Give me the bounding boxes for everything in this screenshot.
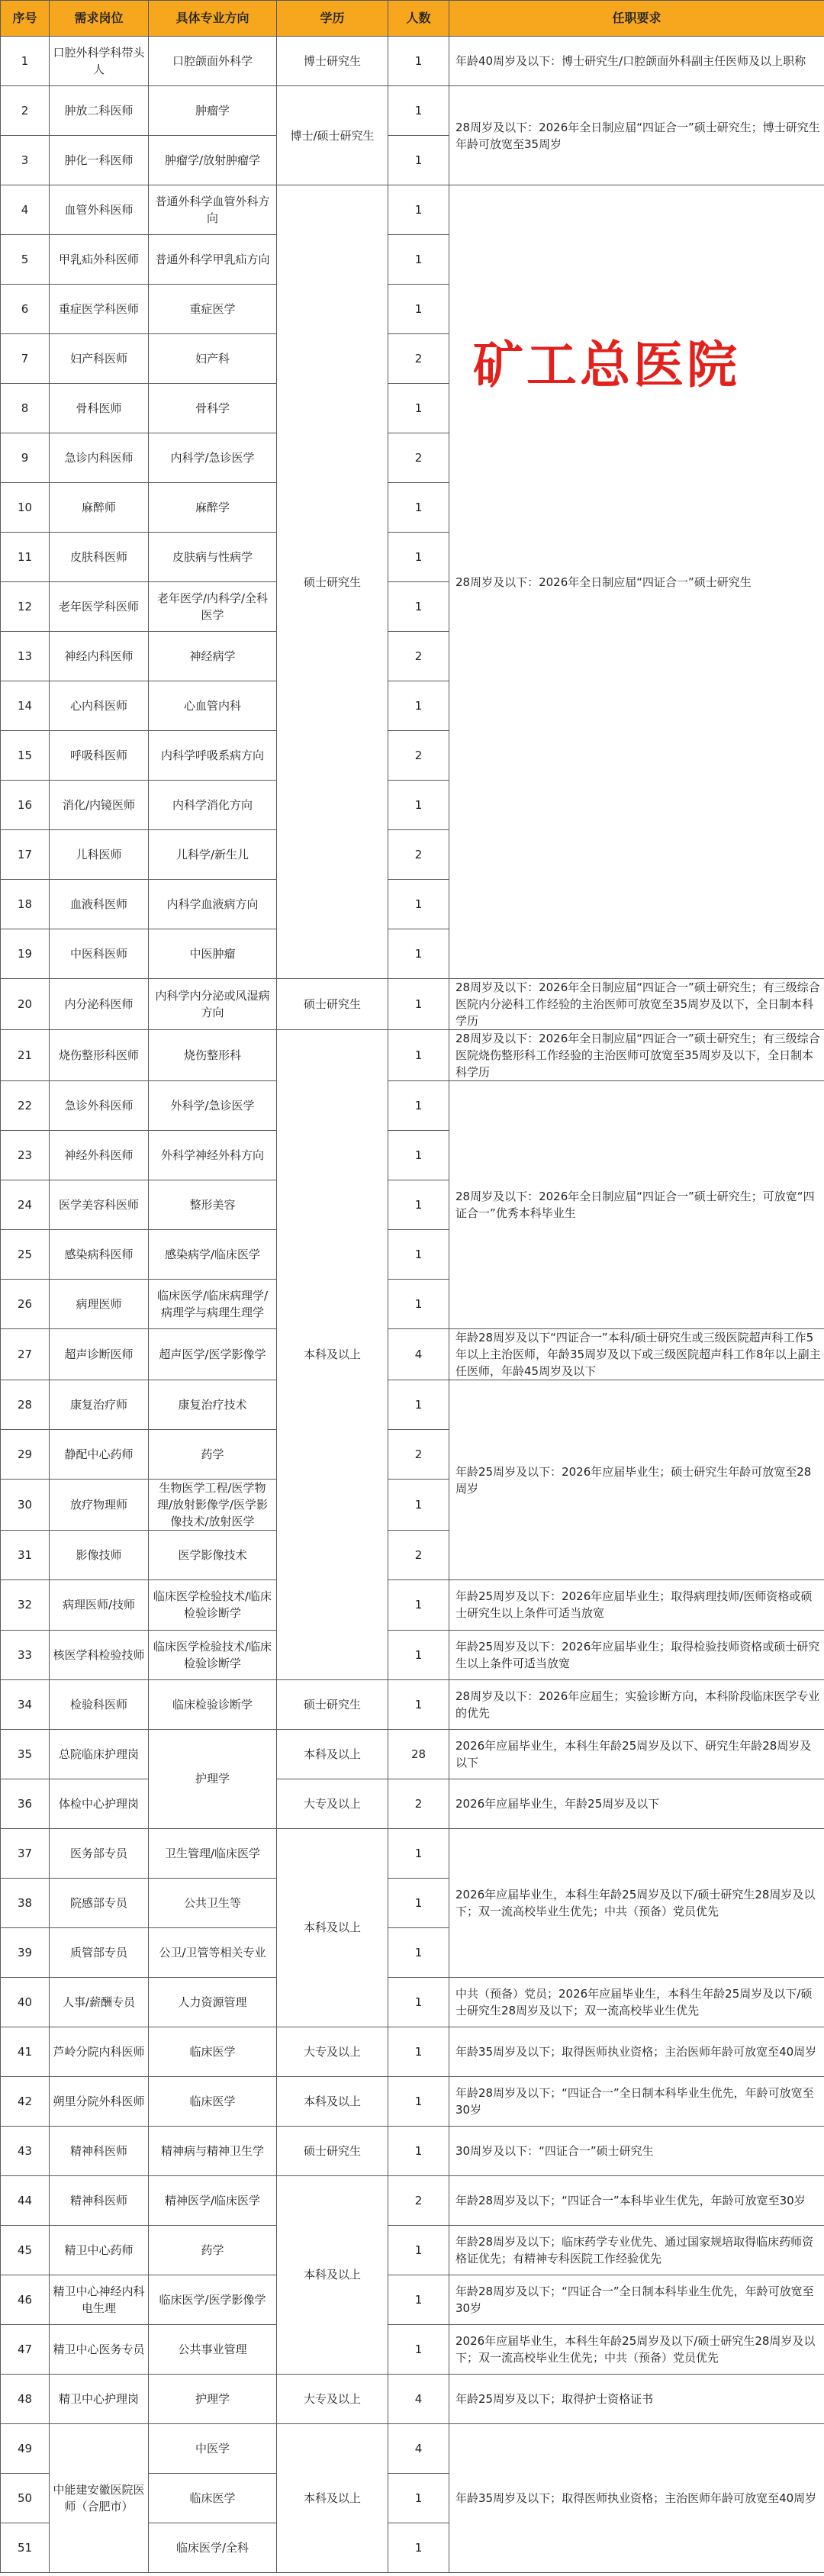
cell-requirements: 30周岁及以下：“四证合一”硕士研究生 xyxy=(449,2126,824,2175)
cell-requirements: 28周岁及以下：2026年应届生；实验诊断方向，本科阶段临床医学专业的优先 xyxy=(449,1679,824,1729)
cell-post: 肿化一科医师 xyxy=(50,136,149,185)
cell-count: 1 xyxy=(388,2076,449,2126)
cell-requirements: 年龄35周岁及以下；取得医师执业资格；主治医师年龄可放宽至40周岁 xyxy=(449,2027,824,2076)
cell-no: 6 xyxy=(1,285,50,334)
cell-count: 1 xyxy=(388,136,449,185)
cell-no: 36 xyxy=(1,1779,50,1828)
cell-major: 骨科学 xyxy=(149,384,277,433)
cell-post: 骨科医师 xyxy=(50,384,149,433)
cell-education: 本科及以上 xyxy=(277,1828,388,2027)
cell-post: 病理医师/技师 xyxy=(50,1580,149,1630)
table-row xyxy=(1,1828,824,1878)
cell-count: 4 xyxy=(388,1329,449,1380)
cell-count: 1 xyxy=(388,2473,449,2523)
cell-major: 临床医学 xyxy=(149,2473,277,2523)
cell-post: 院感部专员 xyxy=(50,1878,149,1927)
cell-post: 医务部专员 xyxy=(50,1828,149,1878)
table-row xyxy=(1,1679,824,1729)
cell-no: 46 xyxy=(1,2275,50,2324)
cell-education: 本科及以上 xyxy=(277,2175,388,2374)
cell-post: 呼吸科医师 xyxy=(50,731,149,781)
cell-no: 42 xyxy=(1,2076,50,2126)
cell-major: 心血管内科 xyxy=(149,681,277,731)
cell-no: 48 xyxy=(1,2374,50,2423)
cell-major: 神经病学 xyxy=(149,632,277,681)
header-major: 具体专业方向 xyxy=(149,1,277,37)
cell-requirements: 年龄40周岁及以下：博士研究生/口腔颌面外科副主任医师及以上职称 xyxy=(449,37,824,86)
cell-post: 精卫中心神经内科电生理 xyxy=(50,2275,149,2324)
table-row xyxy=(1,1729,824,1779)
hospital-name-watermark: 矿工总医院 xyxy=(473,335,740,394)
cell-major: 公共事业管理 xyxy=(149,2324,277,2374)
cell-post: 皮肤科医师 xyxy=(50,533,149,582)
table-row xyxy=(1,2275,824,2324)
cell-no: 3 xyxy=(1,136,50,185)
cell-count: 1 xyxy=(388,37,449,86)
cell-count: 1 xyxy=(388,1927,449,1977)
cell-post: 芦岭分院内科医师 xyxy=(50,2027,149,2076)
cell-count: 1 xyxy=(388,2275,449,2324)
cell-major: 人力资源管理 xyxy=(149,1977,277,2027)
cell-count: 1 xyxy=(388,781,449,830)
cell-count: 1 xyxy=(388,2126,449,2175)
cell-post: 急诊外科医师 xyxy=(50,1081,149,1131)
cell-count: 2 xyxy=(388,1779,449,1828)
cell-post: 精卫中心药师 xyxy=(50,2225,149,2275)
cell-count: 1 xyxy=(388,2523,449,2572)
cell-no: 24 xyxy=(1,1180,50,1230)
table-row xyxy=(1,185,824,235)
cell-post: 口腔外科学科带头人 xyxy=(50,37,149,86)
cell-post: 精神科医师 xyxy=(50,2175,149,2225)
cell-requirements: 年龄25周岁及以下；取得护士资格证书 xyxy=(449,2374,824,2423)
cell-count: 1 xyxy=(388,2027,449,2076)
cell-major: 整形美容 xyxy=(149,1180,277,1230)
cell-count: 4 xyxy=(388,2374,449,2423)
cell-requirements: 年龄35周岁及以下；取得医师执业资格；主治医师年龄可放宽至40周岁 xyxy=(449,2423,824,2572)
cell-requirements: 年龄25周岁及以下：2026年应届毕业生；取得检验技师资格或硕士研究生以上条件可适当放宽 xyxy=(449,1630,824,1679)
cell-education: 本科及以上 xyxy=(277,1729,388,1779)
cell-post: 急诊内科医师 xyxy=(50,433,149,483)
table-row xyxy=(1,86,824,136)
cell-major: 老年医学/内科学/全科医学 xyxy=(149,582,277,632)
cell-major: 麻醉学 xyxy=(149,483,277,533)
cell-major: 烧伤整形科 xyxy=(149,1030,277,1081)
cell-no: 13 xyxy=(1,632,50,681)
cell-education: 大专及以上 xyxy=(277,2374,388,2423)
cell-education: 大专及以上 xyxy=(277,2027,388,2076)
cell-major: 生物医学工程/医学物理/放射影像学/医学影像技术/放射医学 xyxy=(149,1480,277,1531)
cell-no: 5 xyxy=(1,235,50,285)
header-no: 序号 xyxy=(1,1,50,37)
cell-count: 1 xyxy=(388,681,449,731)
cell-requirements: 2026年应届毕业生，本科生年龄25周岁及以下、研究生年龄28周岁及以下 xyxy=(449,1729,824,1779)
table-row xyxy=(1,1779,824,1828)
cell-no: 14 xyxy=(1,681,50,731)
cell-no: 19 xyxy=(1,929,50,979)
cell-requirements: 28周岁及以下：2026年全日制应届“四证合一”硕士研究生；可放宽“四证合一”优秀本科毕业生 xyxy=(449,1081,824,1329)
cell-no: 45 xyxy=(1,2225,50,2275)
table-row xyxy=(1,1977,824,2027)
cell-no: 10 xyxy=(1,483,50,533)
cell-count: 1 xyxy=(388,1131,449,1180)
cell-post: 妇产科医师 xyxy=(50,334,149,384)
cell-education: 大专及以上 xyxy=(277,1779,388,1828)
cell-no: 27 xyxy=(1,1329,50,1380)
cell-count: 1 xyxy=(388,1230,449,1280)
cell-count: 1 xyxy=(388,1977,449,2027)
cell-major: 临床医学 xyxy=(149,2076,277,2126)
cell-requirements: 年龄28周岁及以下“四证合一”本科/硕士研究生或三级医院超声科工作5年以上主治医师，年龄35周岁及以下或三级医院超声科工作8年以上副主任医师，年龄45周岁及以下 xyxy=(449,1329,824,1380)
cell-no: 38 xyxy=(1,1878,50,1927)
cell-count: 1 xyxy=(388,285,449,334)
cell-count: 1 xyxy=(388,1679,449,1729)
header-row xyxy=(1,1,824,37)
cell-no: 44 xyxy=(1,2175,50,2225)
cell-major: 内科学消化方向 xyxy=(149,781,277,830)
cell-post: 总院临床护理岗 xyxy=(50,1729,149,1779)
cell-major: 普通外科学甲乳疝方向 xyxy=(149,235,277,285)
cell-no: 37 xyxy=(1,1828,50,1878)
cell-post: 静配中心药师 xyxy=(50,1430,149,1480)
cell-major: 肿瘤学/放射肿瘤学 xyxy=(149,136,277,185)
cell-post: 精卫中心医务专员 xyxy=(50,2324,149,2374)
cell-post: 感染病科医师 xyxy=(50,1230,149,1280)
cell-no: 1 xyxy=(1,37,50,86)
cell-count: 1 xyxy=(388,929,449,979)
cell-count: 2 xyxy=(388,632,449,681)
cell-count: 4 xyxy=(388,2423,449,2473)
cell-requirements: 28周岁及以下：2026年全日制应届“四证合一”硕士研究生；有三级综合医院烧伤整形科工作经验的主治医师可放宽至35周岁及以下，全日制本科学历 xyxy=(449,1030,824,1081)
cell-count: 1 xyxy=(388,1081,449,1131)
cell-no: 51 xyxy=(1,2523,50,2572)
cell-requirements: 年龄25周岁及以下：2026年应届毕业生；硕士研究生年龄可放宽至28周岁 xyxy=(449,1380,824,1580)
cell-major: 普通外科学血管外科方向 xyxy=(149,185,277,235)
table-row xyxy=(1,37,824,86)
cell-major: 内科学内分泌或风湿病方向 xyxy=(149,979,277,1030)
cell-major: 重症医学 xyxy=(149,285,277,334)
cell-post: 朔里分院外科医师 xyxy=(50,2076,149,2126)
cell-count: 1 xyxy=(388,1030,449,1081)
cell-count: 1 xyxy=(388,235,449,285)
cell-count: 1 xyxy=(388,1280,449,1329)
cell-no: 49 xyxy=(1,2423,50,2473)
cell-post: 体检中心护理岗 xyxy=(50,1779,149,1828)
cell-major: 药学 xyxy=(149,1430,277,1480)
cell-requirements: 年龄28周岁及以下；“四证合一”全日制本科毕业生优先，年龄可放宽至30岁 xyxy=(449,2275,824,2324)
table-row xyxy=(1,2027,824,2076)
cell-post: 消化/内镜医师 xyxy=(50,781,149,830)
cell-no: 43 xyxy=(1,2126,50,2175)
cell-major: 公共卫生等 xyxy=(149,1878,277,1927)
cell-education: 本科及以上 xyxy=(277,2076,388,2126)
cell-post: 病理医师 xyxy=(50,1280,149,1329)
cell-no: 32 xyxy=(1,1580,50,1630)
cell-post: 重症医学科医师 xyxy=(50,285,149,334)
cell-major: 公卫/卫管等相关专业 xyxy=(149,1927,277,1977)
cell-post: 影像技师 xyxy=(50,1531,149,1580)
cell-count: 2 xyxy=(388,334,449,384)
cell-major: 精神医学/临床医学 xyxy=(149,2175,277,2225)
cell-post: 甲乳疝外科医师 xyxy=(50,235,149,285)
cell-requirements: 年龄25周岁及以下：2026年应届毕业生；取得病理技师/医师资格或硕士研究生以上条件可适当放宽 xyxy=(449,1580,824,1630)
cell-no: 9 xyxy=(1,433,50,483)
cell-count: 1 xyxy=(388,1878,449,1927)
cell-no: 7 xyxy=(1,334,50,384)
table-row xyxy=(1,2225,824,2275)
cell-major: 外科学神经外科方向 xyxy=(149,1131,277,1180)
cell-count: 1 xyxy=(388,979,449,1030)
cell-post: 放疗物理师 xyxy=(50,1480,149,1531)
cell-post: 神经内科医师 xyxy=(50,632,149,681)
cell-major: 康复治疗技术 xyxy=(149,1380,277,1430)
cell-major: 精神病与精神卫生学 xyxy=(149,2126,277,2175)
cell-requirements: 2026年应届毕业生，年龄25周岁及以下 xyxy=(449,1779,824,1828)
cell-no: 18 xyxy=(1,880,50,929)
cell-major: 临床检验诊断学 xyxy=(149,1679,277,1729)
cell-no: 12 xyxy=(1,582,50,632)
cell-no: 20 xyxy=(1,979,50,1030)
cell-requirements: 28周岁及以下：2026年全日制应届“四证合一”硕士研究生；博士研究生年龄可放宽至35周岁 xyxy=(449,86,824,185)
cell-no: 28 xyxy=(1,1380,50,1430)
cell-post: 中医科医师 xyxy=(50,929,149,979)
cell-count: 1 xyxy=(388,1630,449,1679)
table-row xyxy=(1,2374,824,2423)
table-row xyxy=(1,2126,824,2175)
cell-post: 精卫中心护理岗 xyxy=(50,2374,149,2423)
cell-major: 内科学血液病方向 xyxy=(149,880,277,929)
cell-no: 4 xyxy=(1,185,50,235)
cell-count: 1 xyxy=(388,582,449,632)
cell-no: 22 xyxy=(1,1081,50,1131)
table-row xyxy=(1,1380,824,1430)
cell-requirements: 年龄28周岁及以下；临床药学专业优先、通过国家规培取得临床药师资格证优先；有精神专科医院工作经验优先 xyxy=(449,2225,824,2275)
cell-post: 核医学科检验技师 xyxy=(50,1630,149,1679)
table-row xyxy=(1,1030,824,1081)
cell-major: 内科学/急诊医学 xyxy=(149,433,277,483)
cell-requirements: 年龄28周岁及以下；“四证合一”全日制本科毕业生优先，年龄可放宽至30岁 xyxy=(449,2076,824,2126)
table-row xyxy=(1,2076,824,2126)
cell-post: 神经外科医师 xyxy=(50,1131,149,1180)
table-row xyxy=(1,2175,824,2225)
cell-no: 15 xyxy=(1,731,50,781)
cell-count: 1 xyxy=(388,880,449,929)
table-row xyxy=(1,1329,824,1380)
cell-no: 29 xyxy=(1,1430,50,1480)
cell-requirements: 28周岁及以下：2026年全日制应届“四证合一”硕士研究生；有三级综合医院内分泌科工作经验的主治医师可放宽至35周岁及以下，全日制本科学历 xyxy=(449,979,824,1030)
cell-post: 烧伤整形科医师 xyxy=(50,1030,149,1081)
cell-post: 超声诊断医师 xyxy=(50,1329,149,1380)
table-row xyxy=(1,1081,824,1131)
cell-education: 本科及以上 xyxy=(277,2423,388,2572)
cell-post: 老年医学科医师 xyxy=(50,582,149,632)
cell-major: 妇产科 xyxy=(149,334,277,384)
cell-count: 2 xyxy=(388,1430,449,1480)
cell-count: 2 xyxy=(388,731,449,781)
cell-count: 1 xyxy=(388,1380,449,1430)
cell-count: 1 xyxy=(388,384,449,433)
cell-education: 硕士研究生 xyxy=(277,979,388,1030)
cell-major: 临床医学/医学影像学 xyxy=(149,2275,277,2324)
cell-count: 1 xyxy=(388,1580,449,1630)
table-row xyxy=(1,2423,824,2473)
cell-no: 2 xyxy=(1,86,50,136)
cell-major: 口腔颌面外科学 xyxy=(149,37,277,86)
cell-post: 心内科医师 xyxy=(50,681,149,731)
cell-education: 硕士研究生 xyxy=(277,1679,388,1729)
cell-no: 35 xyxy=(1,1729,50,1779)
cell-count: 1 xyxy=(388,86,449,136)
cell-major: 卫生管理/临床医学 xyxy=(149,1828,277,1878)
table-row xyxy=(1,979,824,1030)
cell-requirements: 年龄28周岁及以下；“四证合一”本科毕业生优先，年龄可放宽至30岁 xyxy=(449,2175,824,2225)
cell-no: 40 xyxy=(1,1977,50,2027)
cell-major: 药学 xyxy=(149,2225,277,2275)
cell-education: 本科及以上 xyxy=(277,1030,388,1679)
cell-major: 临床医学检验技术/临床检验诊断学 xyxy=(149,1630,277,1679)
cell-count: 1 xyxy=(388,483,449,533)
table-row xyxy=(1,2324,824,2374)
cell-no: 41 xyxy=(1,2027,50,2076)
cell-count: 1 xyxy=(388,185,449,235)
cell-no: 47 xyxy=(1,2324,50,2374)
cell-post: 人事/薪酬专员 xyxy=(50,1977,149,2027)
cell-major: 儿科学/新生儿 xyxy=(149,830,277,880)
cell-requirements: 2026年应届毕业生，本科生年龄25周岁及以下/硕士研究生28周岁及以下；双一流高校毕业生优先；中共（预备）党员优先 xyxy=(449,2324,824,2374)
cell-post: 精神科医师 xyxy=(50,2126,149,2175)
cell-major: 皮肤病与性病学 xyxy=(149,533,277,582)
cell-requirements: 28周岁及以下：2026年全日制应届“四证合一”硕士研究生 xyxy=(449,185,824,979)
cell-count: 1 xyxy=(388,533,449,582)
cell-count: 1 xyxy=(388,2225,449,2275)
cell-post: 医学美容科医师 xyxy=(50,1180,149,1230)
cell-count: 1 xyxy=(388,1480,449,1531)
cell-post: 中能建安徽医院医师（合肥市） xyxy=(50,2423,149,2572)
cell-education: 博士/硕士研究生 xyxy=(277,86,388,185)
cell-post: 肿放二科医师 xyxy=(50,86,149,136)
cell-count: 2 xyxy=(388,830,449,880)
cell-major: 临床医学/临床病理学/病理学与病理生理学 xyxy=(149,1280,277,1329)
header-count: 人数 xyxy=(388,1,449,37)
table-row xyxy=(1,1580,824,1630)
cell-post: 血液科医师 xyxy=(50,880,149,929)
cell-no: 34 xyxy=(1,1679,50,1729)
cell-post: 检验科医师 xyxy=(50,1679,149,1729)
cell-major: 护理学 xyxy=(149,2374,277,2423)
cell-count: 1 xyxy=(388,2324,449,2374)
cell-post: 内分泌科医师 xyxy=(50,979,149,1030)
header-requirements: 任职要求 xyxy=(449,1,824,37)
cell-post: 血管外科医师 xyxy=(50,185,149,235)
cell-no: 17 xyxy=(1,830,50,880)
cell-major: 中医学 xyxy=(149,2423,277,2473)
cell-no: 31 xyxy=(1,1531,50,1580)
cell-no: 8 xyxy=(1,384,50,433)
cell-major: 感染病学/临床医学 xyxy=(149,1230,277,1280)
cell-no: 30 xyxy=(1,1480,50,1531)
cell-no: 50 xyxy=(1,2473,50,2523)
cell-major: 临床医学检验技术/临床检验诊断学 xyxy=(149,1580,277,1630)
cell-post: 康复治疗师 xyxy=(50,1380,149,1430)
cell-requirements: 中共（预备）党员；2026年应届毕业生，本科生年龄25周岁及以下/硕士研究生28周岁及以下；双一流高校毕业生优先 xyxy=(449,1977,824,2027)
cell-count: 1 xyxy=(388,1180,449,1230)
cell-no: 39 xyxy=(1,1927,50,1977)
cell-major: 外科学/急诊医学 xyxy=(149,1081,277,1131)
cell-no: 11 xyxy=(1,533,50,582)
header-education: 学历 xyxy=(277,1,388,37)
cell-count: 1 xyxy=(388,1828,449,1878)
cell-major: 护理学 xyxy=(149,1729,277,1828)
cell-major: 临床医学/全科 xyxy=(149,2523,277,2572)
cell-education: 硕士研究生 xyxy=(277,185,388,979)
cell-education: 博士研究生 xyxy=(277,37,388,86)
cell-requirements: 2026年应届毕业生，本科生年龄25周岁及以下/硕士研究生28周岁及以下；双一流高校毕业生优先；中共（预备）党员优先 xyxy=(449,1828,824,1977)
cell-post: 麻醉师 xyxy=(50,483,149,533)
cell-major: 临床医学 xyxy=(149,2027,277,2076)
cell-major: 肿瘤学 xyxy=(149,86,277,136)
header-post: 需求岗位 xyxy=(50,1,149,37)
cell-count: 2 xyxy=(388,2175,449,2225)
cell-major: 医学影像技术 xyxy=(149,1531,277,1580)
cell-no: 23 xyxy=(1,1131,50,1180)
cell-count: 28 xyxy=(388,1729,449,1779)
cell-no: 16 xyxy=(1,781,50,830)
cell-post: 质管部专员 xyxy=(50,1927,149,1977)
cell-no: 33 xyxy=(1,1630,50,1679)
cell-no: 21 xyxy=(1,1030,50,1081)
cell-major: 内科学呼吸系病方向 xyxy=(149,731,277,781)
cell-education: 硕士研究生 xyxy=(277,2126,388,2175)
cell-no: 26 xyxy=(1,1280,50,1329)
cell-major: 中医肿瘤 xyxy=(149,929,277,979)
cell-major: 超声医学/医学影像学 xyxy=(149,1329,277,1380)
cell-count: 2 xyxy=(388,433,449,483)
cell-post: 儿科医师 xyxy=(50,830,149,880)
table-row xyxy=(1,1630,824,1679)
cell-no: 25 xyxy=(1,1230,50,1280)
cell-count: 2 xyxy=(388,1531,449,1580)
